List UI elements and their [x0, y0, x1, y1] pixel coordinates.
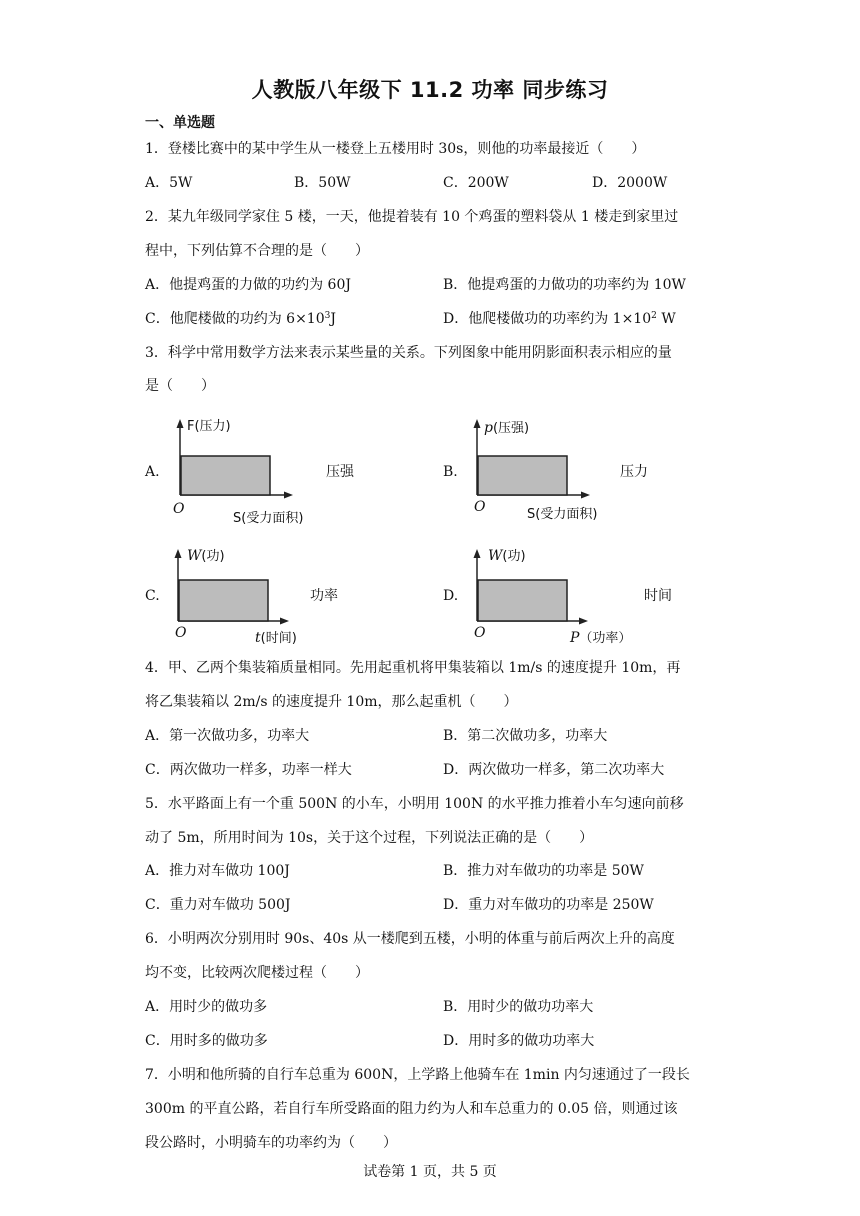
- x-axis-arrow: [280, 618, 289, 625]
- question-2-option-c: C．他爬楼做的功约为 $6\times 10^3J$: [145, 311, 336, 327]
- question-3-option-b-letter: B.: [443, 464, 458, 480]
- question-7-stem-line1: 7．小明和他所骑的自行车总重为 600N，上学路上他骑车在 1min 内匀速通过了一段长: [145, 1067, 690, 1083]
- x-axis-name: (受力面积): [241, 511, 304, 526]
- y-axis-name: (功): [201, 549, 225, 564]
- question-5-option-d: D．重力对车做功的功率是 250W: [443, 897, 654, 913]
- page-footer: 试卷第 1 页，共 5 页: [363, 1164, 497, 1180]
- question-5-option-a: A．推力对车做功 100J: [145, 863, 290, 879]
- x-axis-variable: S: [233, 511, 242, 526]
- question-6-option-b: B．用时少的做功功率大: [443, 999, 594, 1015]
- question-5-option-c: C．重力对车做功 500J: [145, 897, 291, 913]
- shaded-area: [478, 580, 567, 621]
- page-title: 人教版八年级下 11.2 功率 同步练习: [251, 78, 609, 102]
- y-axis-variable: W: [488, 548, 503, 564]
- question-4-option-c: C．两次做功一样多，功率一样大: [145, 762, 352, 778]
- question-1-option-a: A．5W: [145, 175, 193, 191]
- x-axis-arrow: [284, 492, 293, 499]
- shaded-area: [181, 456, 270, 495]
- question-5-stem-line2: 动了 5m，所用时间为 10s，关于这个过程，下列说法正确的是（ ）: [145, 830, 594, 846]
- question-3-option-c-quantity: 功率: [310, 588, 338, 604]
- question-1-option-b: B．50W: [294, 175, 351, 191]
- y-axis-name: (压力): [194, 419, 231, 434]
- y-axis-name: (压强): [492, 421, 530, 436]
- question-3-graph-d: [462, 543, 652, 648]
- question-3-option-a-letter: A.: [145, 464, 160, 480]
- question-4-stem-line1: 4．甲、乙两个集装箱质量相同。先用起重机将甲集装箱以 1m/s 的速度提升 10m，再: [145, 660, 681, 676]
- question-2-option-d: D．他爬楼做功的功率约为 $1\times 10^2$ W: [443, 311, 676, 327]
- question-3-option-d-quantity: 时间: [644, 588, 672, 604]
- question-6-option-d: D．用时多的做功功率大: [443, 1033, 595, 1049]
- question-2-option-a: A．他提鸡蛋的力做的功约为 60J: [145, 277, 351, 293]
- x-axis-arrow: [581, 492, 590, 499]
- y-axis-arrow: [474, 419, 481, 428]
- section-heading: 一、单选题: [145, 115, 215, 131]
- origin-label: O: [173, 501, 185, 517]
- x-axis-variable: S: [527, 507, 536, 522]
- shaded-area: [478, 456, 567, 495]
- question-2-stem-line2: 程中，下列估算不合理的是（ ）: [145, 243, 369, 259]
- question-3-stem-line1: 3．科学中常用数学方法来表示某些量的关系。下列图象中能用阴影面积表示相应的量: [145, 345, 672, 361]
- question-3-graph-a: [165, 415, 345, 530]
- question-5-stem-line1: 5．水平路面上有一个重 500N 的小车，小明用 100N 的水平推力推着小车匀速向前移: [145, 796, 684, 812]
- question-3-option-a-quantity: 压强: [326, 464, 354, 480]
- y-axis-variable: p: [484, 420, 493, 436]
- question-1-option-d: D．2000W: [592, 175, 668, 191]
- y-axis-variable: W: [187, 548, 202, 564]
- question-3-option-b-quantity: 压力: [620, 464, 648, 480]
- x-axis-name: (受力面积): [535, 507, 598, 522]
- question-3-option-c-letter: C.: [145, 588, 160, 604]
- y-axis-arrow: [175, 549, 182, 558]
- question-3-graph-b: [462, 415, 642, 530]
- origin-label: O: [474, 625, 486, 641]
- question-4-option-b: B．第二次做功多，功率大: [443, 728, 608, 744]
- question-3-stem-line2: 是（ ）: [145, 378, 215, 394]
- question-3-option-d-letter: D.: [443, 588, 459, 604]
- x-axis-variable: t: [255, 630, 261, 646]
- x-axis-arrow: [579, 618, 588, 625]
- x-axis-variable: P: [570, 630, 580, 646]
- question-4-option-d: D．两次做功一样多，第二次功率大: [443, 762, 665, 778]
- question-7-stem-line2: 300m 的平直公路，若自行车所受路面的阻力约为人和车总重力的 0.05 倍，则通过该: [145, 1101, 678, 1117]
- question-1-option-c: C．200W: [443, 175, 509, 191]
- question-4-stem-line2: 将乙集装箱以 2m/s 的速度提升 10m，那么起重机（ ）: [145, 694, 518, 710]
- question-4-option-a: A．第一次做功多，功率大: [145, 728, 310, 744]
- question-6-stem-line2: 均不变，比较两次爬楼过程（ ）: [145, 965, 369, 981]
- question-2-stem-line1: 2．某九年级同学家住 5 楼，一天，他提着装有 10 个鸡蛋的塑料袋从 1 楼走到家里过: [145, 209, 679, 225]
- y-axis-arrow: [177, 419, 184, 428]
- question-1-stem: 1．登楼比赛中的某中学生从一楼登上五楼用时 30s，则他的功率最接近（ ）: [145, 141, 646, 157]
- question-6-option-a: A．用时少的做功多: [145, 999, 268, 1015]
- y-axis-variable: F: [187, 419, 195, 434]
- shaded-area: [179, 580, 268, 621]
- x-axis-name: （功率）: [579, 631, 632, 646]
- y-axis-arrow: [474, 549, 481, 558]
- origin-label: O: [175, 625, 187, 641]
- x-axis-name: (时间): [260, 631, 297, 646]
- question-6-option-c: C．用时多的做功多: [145, 1033, 268, 1049]
- question-2-option-b: B．他提鸡蛋的力做功的功率约为 10W: [443, 277, 686, 293]
- origin-label: O: [474, 499, 486, 515]
- question-7-stem-line3: 段公路时，小明骑车的功率约为（ ）: [145, 1135, 397, 1151]
- question-5-option-b: B．推力对车做功的功率是 50W: [443, 863, 644, 879]
- y-axis-name: (功): [502, 549, 526, 564]
- question-6-stem-line1: 6．小明两次分别用时 90s、40s 从一楼爬到五楼，小明的体重与前后两次上升的高度: [145, 931, 675, 947]
